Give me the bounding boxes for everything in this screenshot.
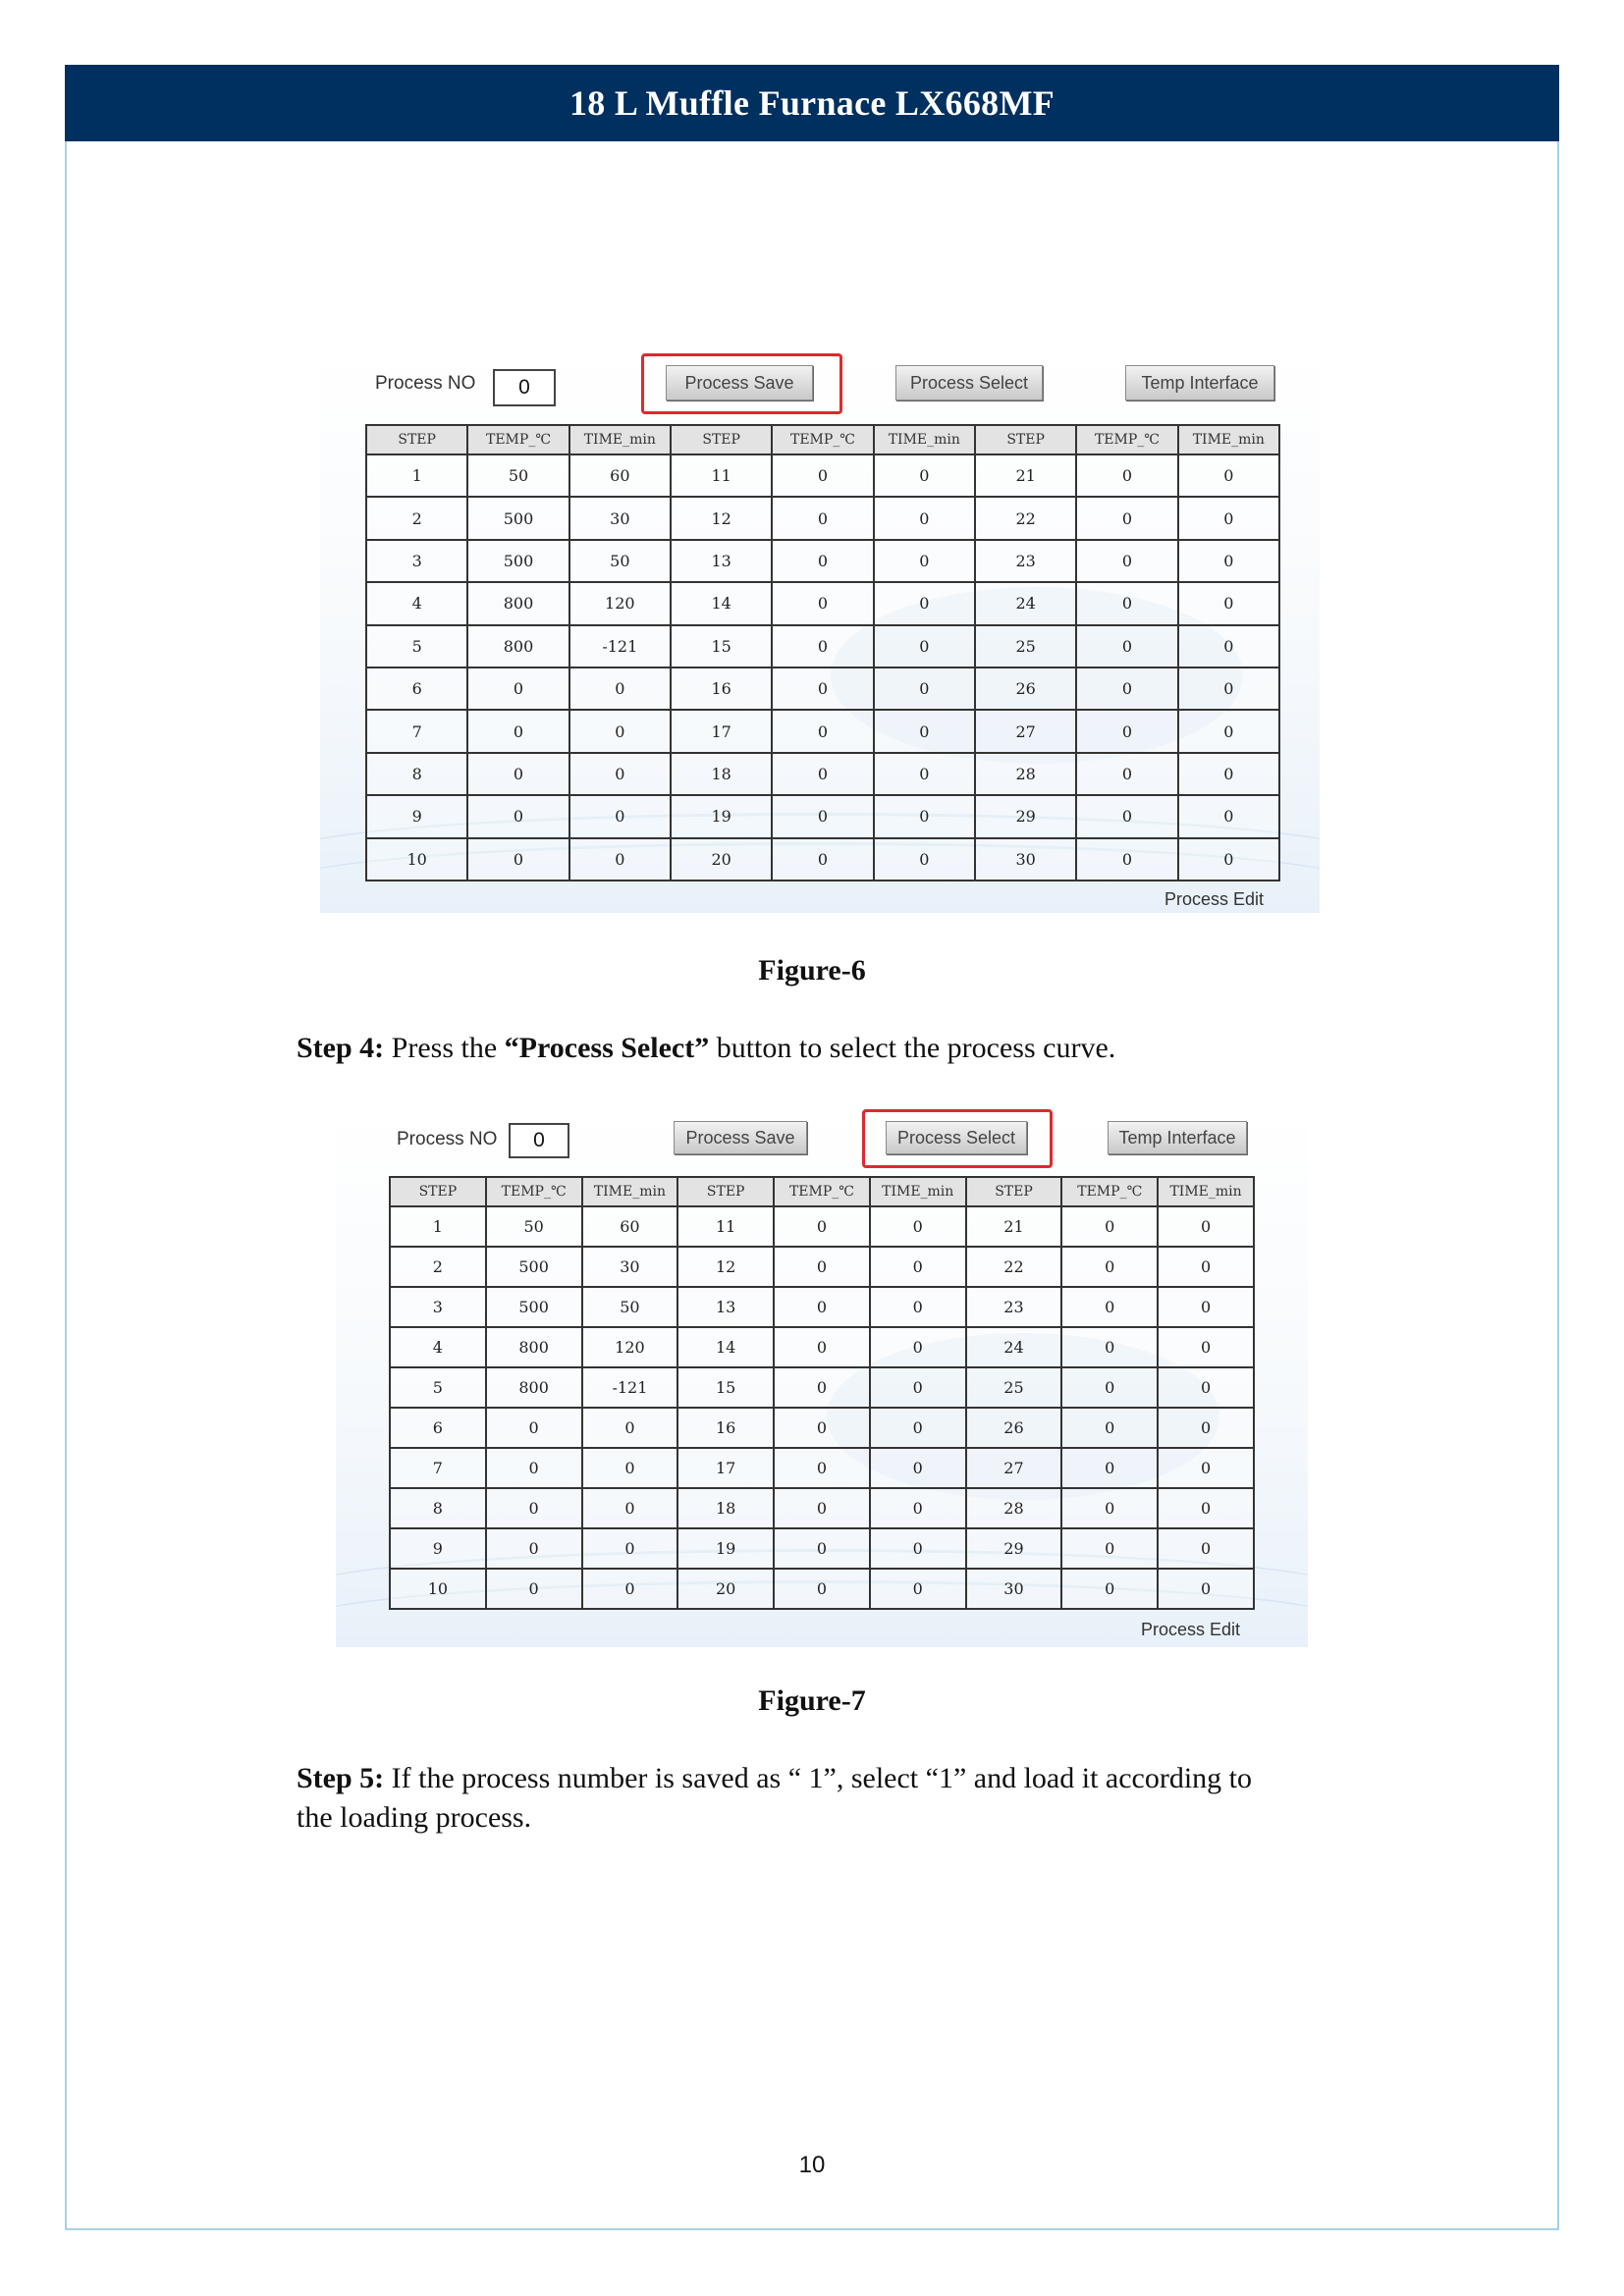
table-cell[interactable]: 0 [1178,625,1279,667]
table-cell[interactable]: 15 [677,1367,774,1408]
table-cell[interactable]: 50 [467,454,568,497]
table-cell[interactable]: 0 [874,497,975,539]
table-cell[interactable]: 26 [975,667,1076,710]
table-cell[interactable]: -121 [582,1367,678,1408]
table-cell[interactable]: 24 [975,582,1076,624]
column-header: TEMP_℃ [467,425,568,454]
table-cell[interactable]: 30 [569,497,671,539]
table-cell[interactable]: 13 [677,1287,774,1327]
table-cell[interactable]: 0 [774,1448,870,1488]
table-cell[interactable]: 0 [1076,838,1177,881]
table-header-row [366,425,1279,454]
table-cell[interactable]: 0 [1158,1367,1254,1408]
table-cell[interactable]: 0 [1178,795,1279,837]
table-cell[interactable]: 0 [772,667,873,710]
table-cell[interactable]: 24 [966,1327,1062,1367]
table-cell[interactable]: 0 [569,838,671,881]
table-cell[interactable]: 27 [975,710,1076,752]
table-cell[interactable]: 0 [870,1569,966,1609]
table-cell[interactable]: 0 [774,1327,870,1367]
table-cell[interactable]: 0 [772,710,873,752]
table-row [366,838,1279,881]
table-cell[interactable]: 0 [874,838,975,881]
table-cell[interactable]: 13 [671,540,772,582]
table-cell[interactable]: 2 [390,1247,486,1287]
table-cell[interactable]: 18 [677,1488,774,1528]
table-cell[interactable]: 0 [1158,1206,1254,1247]
highlight-box [641,353,842,414]
table-cell[interactable]: 5 [366,625,467,667]
column-header: TEMP_℃ [486,1177,582,1206]
column-header: STEP [671,425,772,454]
table-cell[interactable]: 20 [671,838,772,881]
table-cell[interactable]: 50 [486,1206,582,1247]
process-table [365,424,1280,881]
table-row [390,1287,1254,1327]
process-no-label: Process NO [397,1129,498,1149]
table-row [390,1488,1254,1528]
table-cell[interactable]: 0 [1178,540,1279,582]
table-cell[interactable]: 0 [772,582,873,624]
table-cell[interactable]: 0 [874,667,975,710]
table-cell[interactable]: 0 [870,1408,966,1448]
table-row [366,540,1279,582]
table-cell[interactable]: 50 [582,1287,678,1327]
table-cell[interactable]: 16 [671,667,772,710]
table-cell[interactable]: 27 [966,1448,1062,1488]
table-cell[interactable]: 500 [486,1287,582,1327]
table-cell[interactable]: 3 [366,540,467,582]
column-header: STEP [966,1177,1062,1206]
table-cell[interactable]: 0 [569,710,671,752]
table-cell[interactable]: 0 [870,1488,966,1528]
table-cell[interactable]: 0 [774,1367,870,1408]
table-cell[interactable]: 21 [975,454,1076,497]
table-cell[interactable]: 0 [1178,838,1279,881]
table-cell[interactable]: 800 [467,582,568,624]
table-cell[interactable]: 500 [467,497,568,539]
temp-interface-button[interactable]: Temp Interface [1125,365,1274,400]
table-cell[interactable]: 8 [366,753,467,795]
table-cell[interactable]: 0 [774,1206,870,1247]
table-cell[interactable]: 22 [975,497,1076,539]
table-cell[interactable]: 11 [677,1206,774,1247]
process-table [389,1176,1255,1610]
table-cell[interactable]: 22 [966,1247,1062,1287]
table-cell[interactable]: 30 [966,1569,1062,1609]
table-cell[interactable]: 0 [1061,1327,1158,1367]
table-cell[interactable]: 0 [486,1408,582,1448]
table-cell[interactable]: 0 [772,454,873,497]
table-cell[interactable]: 1 [390,1206,486,1247]
table-row [366,454,1279,497]
table-cell[interactable]: 0 [870,1528,966,1569]
column-header: TIME_min [582,1177,678,1206]
table-cell[interactable]: 0 [1061,1488,1158,1528]
table-cell[interactable]: 2 [366,497,467,539]
table-row [366,497,1279,539]
process-select-button[interactable]: Process Select [895,365,1043,400]
process-select-button[interactable]: Process Select [886,1121,1027,1154]
table-header-row [390,1177,1254,1206]
table-cell[interactable]: 16 [677,1408,774,1448]
table-cell[interactable]: 0 [1158,1247,1254,1287]
table-cell[interactable]: 0 [486,1569,582,1609]
table-cell[interactable]: 0 [1158,1287,1254,1327]
table-row [366,667,1279,710]
table-cell[interactable]: 800 [467,625,568,667]
figure-6-caption: Figure-6 [758,954,866,987]
table-cell[interactable]: 60 [569,454,671,497]
table-cell[interactable]: 800 [486,1367,582,1408]
column-header: TEMP_℃ [774,1177,870,1206]
table-cell[interactable]: 0 [874,454,975,497]
table-cell[interactable]: 0 [774,1287,870,1327]
table-cell[interactable]: 500 [486,1247,582,1287]
table-cell[interactable]: 50 [569,540,671,582]
table-cell[interactable]: 29 [975,795,1076,837]
table-cell[interactable]: 11 [671,454,772,497]
table-cell[interactable]: 10 [366,838,467,881]
table-cell[interactable]: 0 [569,753,671,795]
table-cell[interactable]: 0 [582,1528,678,1569]
table-cell[interactable]: 0 [1061,1569,1158,1609]
table-cell[interactable]: 0 [1178,753,1279,795]
table-cell[interactable]: 0 [569,795,671,837]
table-cell[interactable]: 0 [467,710,568,752]
table-cell[interactable]: 0 [1061,1287,1158,1327]
table-cell[interactable]: 0 [467,838,568,881]
table-row [366,582,1279,624]
highlight-box [862,1109,1053,1168]
table-cell[interactable]: 5 [390,1367,486,1408]
table-cell[interactable]: 0 [1158,1488,1254,1528]
table-cell[interactable]: 0 [1076,540,1177,582]
step-4-pre: Press the [384,1032,505,1064]
table-cell[interactable]: 0 [1061,1206,1158,1247]
table-cell[interactable]: 120 [582,1327,678,1367]
table-row [366,753,1279,795]
table-row [390,1327,1254,1367]
table-cell[interactable]: 25 [966,1367,1062,1408]
table-row [390,1408,1254,1448]
table-cell[interactable]: 0 [870,1206,966,1247]
table-row [366,795,1279,837]
figure-7-screenshot [336,1107,1308,1647]
table-cell[interactable]: 19 [677,1528,774,1569]
step-4-post: button to select the process curve. [709,1032,1116,1064]
table-cell[interactable]: 0 [1061,1408,1158,1448]
table-cell[interactable]: 0 [467,667,568,710]
table-cell[interactable]: 4 [390,1327,486,1367]
table-cell[interactable]: 0 [1076,710,1177,752]
table-cell[interactable]: 12 [677,1247,774,1287]
table-cell[interactable]: 0 [774,1247,870,1287]
table-cell[interactable]: 1 [366,454,467,497]
table-cell[interactable]: 0 [874,753,975,795]
table-cell[interactable]: 0 [870,1367,966,1408]
table-cell[interactable]: 0 [1158,1569,1254,1609]
table-cell[interactable]: 28 [975,753,1076,795]
process-no-input[interactable]: 0 [509,1123,569,1158]
table-cell[interactable]: 0 [1158,1448,1254,1488]
step-4-text [297,1029,1115,1068]
table-cell[interactable]: 0 [486,1528,582,1569]
process-save-button[interactable]: Process Save [666,365,813,400]
column-header: STEP [390,1177,486,1206]
table-cell[interactable]: 14 [677,1327,774,1367]
table-cell[interactable]: 23 [966,1287,1062,1327]
column-header: TIME_min [870,1177,966,1206]
table-cell[interactable]: 0 [582,1448,678,1488]
table-cell[interactable]: 0 [870,1247,966,1287]
process-edit-label: Process Edit [1141,1620,1241,1639]
column-header: TIME_min [874,425,975,454]
table-cell[interactable]: 3 [390,1287,486,1327]
table-cell[interactable]: 0 [1076,497,1177,539]
table-cell[interactable]: 0 [1076,753,1177,795]
table-cell[interactable]: 6 [366,667,467,710]
table-cell[interactable]: 0 [1061,1528,1158,1569]
table-cell[interactable]: 30 [975,838,1076,881]
table-cell[interactable]: 14 [671,582,772,624]
table-cell[interactable]: 20 [677,1569,774,1609]
table-cell[interactable]: 0 [1178,667,1279,710]
table-cell[interactable]: 0 [582,1569,678,1609]
table-cell[interactable]: 0 [582,1488,678,1528]
table-cell[interactable]: 12 [671,497,772,539]
table-row [390,1367,1254,1408]
table-cell[interactable]: 26 [966,1408,1062,1448]
table-cell[interactable]: 0 [870,1448,966,1488]
table-cell[interactable]: 0 [1178,454,1279,497]
process-no-input[interactable]: 0 [493,369,556,406]
table-cell[interactable]: 0 [772,838,873,881]
table-cell[interactable]: 30 [582,1247,678,1287]
table-cell[interactable]: 0 [772,625,873,667]
figure-6-screenshot [320,351,1320,913]
table-cell[interactable]: 0 [870,1327,966,1367]
table-cell[interactable]: 0 [1076,667,1177,710]
table-cell[interactable]: 0 [870,1287,966,1327]
step-4-bold: “Process Select” [504,1032,710,1064]
table-cell[interactable]: 17 [677,1448,774,1488]
table-cell[interactable]: 9 [390,1528,486,1569]
table-cell[interactable]: 21 [966,1206,1062,1247]
table-cell[interactable]: 800 [486,1327,582,1367]
table-cell[interactable]: 120 [569,582,671,624]
table-cell[interactable]: 0 [1178,497,1279,539]
table-cell[interactable]: 0 [874,795,975,837]
table-cell[interactable]: 0 [772,753,873,795]
table-cell[interactable]: 17 [671,710,772,752]
table-cell[interactable]: 0 [1178,710,1279,752]
table-cell[interactable]: 0 [1076,795,1177,837]
column-header: TEMP_℃ [772,425,873,454]
column-header: TEMP_℃ [1061,1177,1158,1206]
step-4-label: Step 4: [297,1032,385,1064]
table-cell[interactable]: 7 [390,1448,486,1488]
table-cell[interactable]: 4 [366,582,467,624]
table-cell[interactable]: 0 [874,625,975,667]
table-cell[interactable]: 23 [975,540,1076,582]
table-cell[interactable]: 10 [390,1569,486,1609]
table-cell[interactable]: 0 [1061,1367,1158,1408]
table-cell[interactable]: 0 [1158,1408,1254,1448]
table-cell[interactable]: 8 [390,1488,486,1528]
process-save-button[interactable]: Process Save [674,1121,807,1154]
table-cell[interactable]: 0 [467,795,568,837]
page-number: 10 [798,2152,826,2178]
table-cell[interactable]: 0 [874,582,975,624]
table-cell[interactable]: 0 [1061,1448,1158,1488]
table-cell[interactable]: 6 [390,1408,486,1448]
table-cell[interactable]: 29 [966,1528,1062,1569]
table-row [366,710,1279,752]
table-row [390,1206,1254,1247]
table-cell[interactable]: 0 [1076,625,1177,667]
table-cell[interactable]: 0 [774,1488,870,1528]
table-cell[interactable]: 0 [1061,1247,1158,1287]
table-cell[interactable]: 0 [874,710,975,752]
table-cell[interactable]: 0 [772,795,873,837]
table-cell[interactable]: 500 [467,540,568,582]
step-5-line2: the loading process. [297,1801,532,1834]
table-row [390,1247,1254,1287]
table-row [390,1528,1254,1569]
table-row [390,1569,1254,1609]
table-cell[interactable]: 0 [774,1528,870,1569]
figure-7-caption: Figure-7 [758,1684,866,1717]
table-cell[interactable]: 0 [1158,1528,1254,1569]
process-edit-label: Process Edit [1164,889,1265,909]
temp-interface-button[interactable]: Temp Interface [1108,1121,1247,1154]
column-header: TIME_min [1178,425,1279,454]
column-header: TIME_min [569,425,671,454]
process-no-label: Process NO [375,373,476,394]
table-cell[interactable]: 0 [774,1569,870,1609]
column-header: TEMP_℃ [1076,425,1177,454]
column-header: TIME_min [1158,1177,1254,1206]
table-cell[interactable]: 60 [582,1206,678,1247]
step-5-line1: If the process number is saved as “ 1”, select “1” and load it according to [384,1762,1253,1794]
table-cell[interactable]: 0 [874,540,975,582]
step-5-label: Step 5: [297,1762,385,1794]
table-cell[interactable]: 15 [671,625,772,667]
table-cell[interactable]: 28 [966,1488,1062,1528]
table-cell[interactable]: 0 [1158,1327,1254,1367]
table-cell[interactable]: 18 [671,753,772,795]
table-cell[interactable]: 0 [486,1488,582,1528]
table-cell[interactable]: 0 [467,753,568,795]
table-cell[interactable]: 0 [772,540,873,582]
table-cell[interactable]: 19 [671,795,772,837]
table-cell[interactable]: 0 [569,667,671,710]
table-cell[interactable]: 25 [975,625,1076,667]
column-header: STEP [366,425,467,454]
table-cell[interactable]: 0 [486,1448,582,1488]
table-cell[interactable]: -121 [569,625,671,667]
table-row [366,625,1279,667]
table-cell[interactable]: 0 [1178,582,1279,624]
table-row [390,1448,1254,1488]
column-header: STEP [677,1177,774,1206]
step-5-text [297,1759,1455,1838]
document-title: 18 L Muffle Furnace LX668MF [568,83,1056,123]
document-header [65,65,1559,141]
table-cell[interactable]: 0 [1076,454,1177,497]
table-cell[interactable]: 7 [366,710,467,752]
table-cell[interactable]: 0 [774,1408,870,1448]
table-cell[interactable]: 0 [772,497,873,539]
table-cell[interactable]: 9 [366,795,467,837]
column-header: STEP [975,425,1076,454]
table-cell[interactable]: 0 [1076,582,1177,624]
table-cell[interactable]: 0 [582,1408,678,1448]
